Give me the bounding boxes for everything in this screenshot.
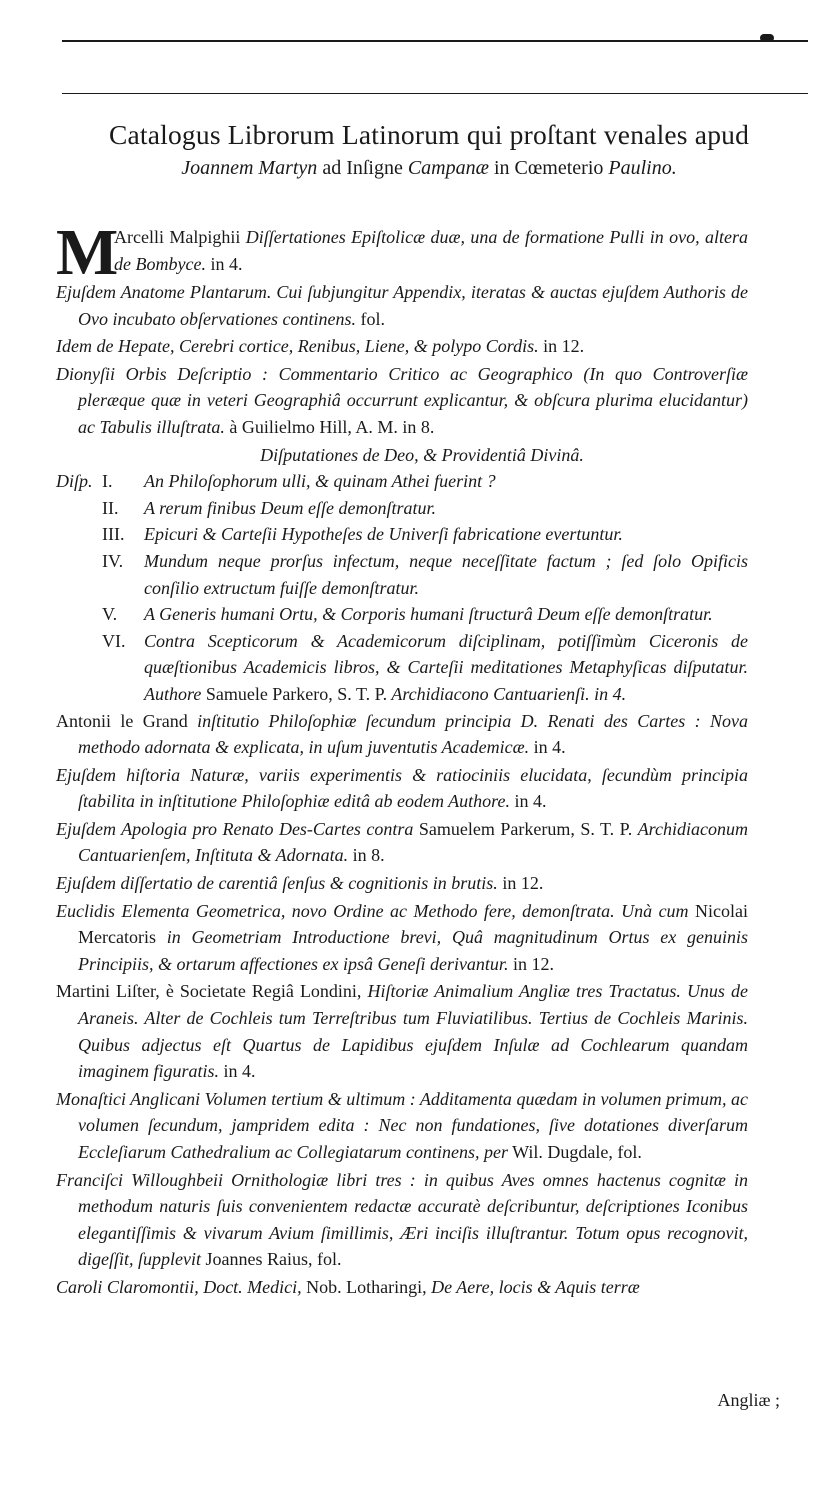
catalog-entry [56, 1274, 748, 1301]
disputatio-number: IV. [102, 550, 124, 571]
disputatio-text: Contra Scepticorum & Academicorum diſciplinam, potiſſimùm Ciceronis de quæſtionibus Academicis libros, & Carteſii meditationes Metaphyſicas diſputatur. [144, 630, 748, 678]
disputatio-text: A rerum finibus Deum eſſe demonſtratur. [144, 497, 436, 518]
entry-format: in 8. [348, 845, 385, 866]
entry-italic: in Geometriam Introductione brevi, Quâ magnitudinum Ortus ex genuinis Principiis, & ortarum affectiones ex ipsâ Geneſi derivantur. [78, 927, 748, 974]
entry-format: in 4. [205, 253, 243, 274]
entry-italic: Franciſci Willoughbeii Ornithologiæ libri tres : in quibus Aves omnes hactenus cognitæ in methodum naturis ſuis convenientem redactæ accuratè deſcribuntur, deſcriptiones Iconibus elegantiſſimis & vivarum Avium ſimillimis, Æri inciſis illuſtrantur. Totum opus recognovit, digeſſit, ſupplevit [56, 1169, 748, 1270]
subtitle-text-2: in Cœmeterio [488, 157, 609, 179]
catalog-entry [56, 816, 748, 869]
disputatio-text: Epicuri & Carteſii Hypotheſes de Univerſi fabricatione evertuntur. [144, 524, 623, 545]
disputatio-author-prefix: Authore [144, 683, 206, 704]
disputatio-number: VI. [102, 630, 126, 651]
disputatio-item [102, 495, 748, 522]
catalog-entry [56, 333, 748, 360]
entry-italic: Dionyſii Orbis Deſcriptio : Commentario Critico ac Geographico (In quo Controverſiæ pleræque quæ in veteri Geographiâ occurrunt explicantur, & obſcura plurima elucidantur) ac Tabulis illuſtrata. [56, 363, 748, 437]
entry-italic: Ejuſdem Apologia pro Renato Des-Cartes contra [56, 818, 414, 839]
entry-format: Joannes Raius, fol. [200, 1249, 342, 1270]
catalog-entry [56, 279, 748, 332]
entry-roman: Nob. Lotharingi, [301, 1276, 432, 1297]
ink-blot [760, 34, 774, 42]
entry-italic: Diſſertationes Epiſtolicæ duæ, una de formatione Pulli in ovo, altera de Bombyce. [114, 227, 748, 274]
entry-roman: Nicolai Mercatoris [78, 900, 748, 948]
catchword: Angliæ ; [717, 1390, 780, 1410]
disputatio-number: II. [102, 497, 119, 518]
entry-italic: Ejuſdem diſſertatio de carentiâ ſenſus & cognitionis in brutis. [56, 873, 498, 894]
subtitle-bookseller: Joannem Martyn [181, 157, 318, 179]
entry-italic: Hiſtoriæ Animalium Angliæ tres Tractatus. Unus de Araneis. Alter de Cochleis tum Terreſtribus tum Fluviatilibus. Tertius de Cochleis Marinis. Quibus adjectus eſt Quartus de Lapidibus ejuſdem Inſulæ ad Cochlearum quandam imaginem figuratis. [78, 981, 748, 1082]
disputationes-heading: Diſputationes de Deo, & Providentiâ Divinâ. [260, 444, 584, 465]
entry-format: Wil. Dugdale, fol. [507, 1142, 642, 1162]
catalog-entry [56, 870, 748, 897]
entry-format: in 4. [509, 791, 547, 812]
disputatio-item [102, 521, 748, 548]
catalog-entry [56, 1167, 748, 1273]
page-subtitle [0, 154, 830, 182]
page-title: Catalogus Librorum Latinorum qui proſtant venales apud [108, 119, 750, 150]
entry-format: fol. [355, 308, 385, 329]
entry-format: in 4. [219, 1061, 256, 1082]
entry-italic: Ejuſdem Anatome Plantarum. Cui ſubjungitur Appendix, iteratas & auctas ejuſdem Authoris de Ovo incubato obſervationes continens. [56, 282, 748, 329]
catalog-list [56, 216, 748, 1302]
disputatio-author: Samuele Parkero, S. T. P. [205, 683, 388, 704]
disputatio-number: III. [102, 524, 125, 545]
entry-format: à Guilielmo Hill, A. M. in 8. [224, 416, 435, 437]
disputatio-author-suffix: Archidiacono Cantuarienſi. in 4. [387, 683, 627, 704]
header-rule [62, 93, 808, 94]
disputatio-item [102, 628, 748, 708]
subtitle-place: Paulino. [608, 157, 677, 179]
disputatio-text: An Philoſophorum ulli, & quinam Athei fuerint ? [144, 471, 496, 492]
entry-roman: Arcelli Malpighii [114, 227, 246, 247]
subtitle-sign: Campanæ [407, 157, 489, 179]
disputatio-number: I. [102, 471, 113, 492]
catalog-entry [56, 898, 748, 978]
drop-cap: M [56, 216, 119, 289]
disputatio-item [102, 601, 748, 628]
disputatio-number: V. [102, 604, 118, 625]
disputatio-item [102, 468, 748, 495]
disputatio-item [102, 548, 748, 601]
entry-roman: Samuelem Parkerum, S. T. P. [413, 818, 638, 839]
entry-italic: Ejuſdem hiſtoria Naturæ, variis experimentis & ratiociniis elucidata, ſecundùm principia ſtabilita in inſtitutione Philoſophiæ editâ ab eodem Authore. [56, 764, 748, 812]
catalog-entry [56, 1086, 748, 1166]
disputatio-text: Mundum neque prorſus infectum, neque neceſſitate factum ; ſed ſolo Opificis conſilio extructum fuiſſe demonſtratur. [144, 550, 748, 598]
entry-format: in 12. [538, 336, 585, 357]
entry-italic: De Aere, locis & Aquis terræ [431, 1276, 640, 1297]
catalog-entry [56, 361, 748, 441]
disputationes-label: Diſp. [56, 471, 93, 492]
subtitle-text-1: ad Inſigne [317, 157, 408, 179]
entry-italic: Monaſtici Anglicani Volumen tertium & ultimum : Additamenta quædam in volumen primum, ac volumen ſecundum, jampridem edita : Nec non fundationes, ſive dotationes diverſarum Eccleſiarum Cathedralium ac Collegiatarum continens, per [56, 1088, 748, 1162]
catalog-entry [56, 978, 748, 1084]
entry-italic: Archidiaconum Cantuarienſem, Inſtituta & Adornata. [78, 818, 748, 866]
entry-format: in 4. [529, 737, 566, 758]
disputatio-text: A Generis humani Ortu, & Corporis humani ſtructurâ Deum eſſe demonſtratur. [144, 604, 713, 625]
entry-roman: Martini Liſter, è Societate Regiâ Londini, [56, 981, 368, 1002]
entry-italic: Caroli Claromontii, Doct. Medici, [56, 1276, 302, 1297]
entry-italic: Euclidis Elementa Geometrica, novo Ordine ac Methodo fere, demonſtrata. Unà cum [56, 900, 689, 921]
catalog-entry [56, 216, 748, 289]
entry-italic: inſtitutio Philoſophiæ ſecundum principia D. Renati des Cartes : Nova methodo adornata & explicata, in uſum juventutis Academicæ. [78, 710, 748, 758]
entry-format: in 12. [497, 873, 544, 894]
entry-roman: Antonii le Grand [56, 710, 198, 731]
top-rule [62, 40, 808, 42]
entry-format: in 12. [508, 953, 554, 974]
catalog-entry [56, 708, 748, 761]
entry-italic: Idem de Hepate, Cerebri cortice, Renibus, Liene, & polypo Cordis. [56, 336, 539, 357]
catalog-entry [56, 762, 748, 815]
disputationes-block [56, 468, 748, 707]
